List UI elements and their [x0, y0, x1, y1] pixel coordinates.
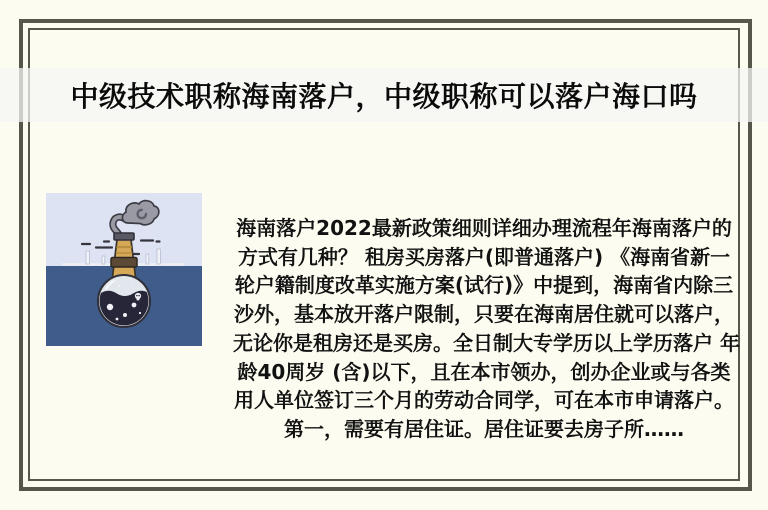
flask-chimney-illustration — [46, 193, 202, 346]
article-image — [46, 193, 202, 346]
body-line: 第一，需要有居住证。居住证要去房子所…… — [284, 416, 684, 441]
title-banner — [0, 68, 768, 122]
body-line: 轮户籍制度改革实施方案(试行)》中提到，海南省内除三 — [234, 273, 734, 298]
body-line: 沙外，基本放开落户限制，只要在海南居住就可以落户， — [234, 302, 734, 327]
body-line: 海南落户2022最新政策细则详细办理流程年海南落户的 — [236, 216, 732, 240]
body-line: 龄40周岁 (含)以下，且在本市领办，创办企业或与各类 — [237, 359, 731, 384]
body-line: 无论你是租房还是买房。全日制大专学历以上学历落户 年 — [233, 330, 740, 355]
article-body — [233, 214, 740, 444]
body-line: 方式有几种？ 租房买房落户(即普通落户) 《海南省新一 — [237, 244, 731, 269]
page-title: 中级技术职称海南落户，中级职称可以落户海口吗 — [70, 80, 698, 113]
flask-collar — [111, 258, 137, 268]
body-line: 用人单位签订三个月的劳动合同学，可在本市申请落户。 — [234, 388, 734, 413]
chimney-rim — [114, 233, 134, 240]
